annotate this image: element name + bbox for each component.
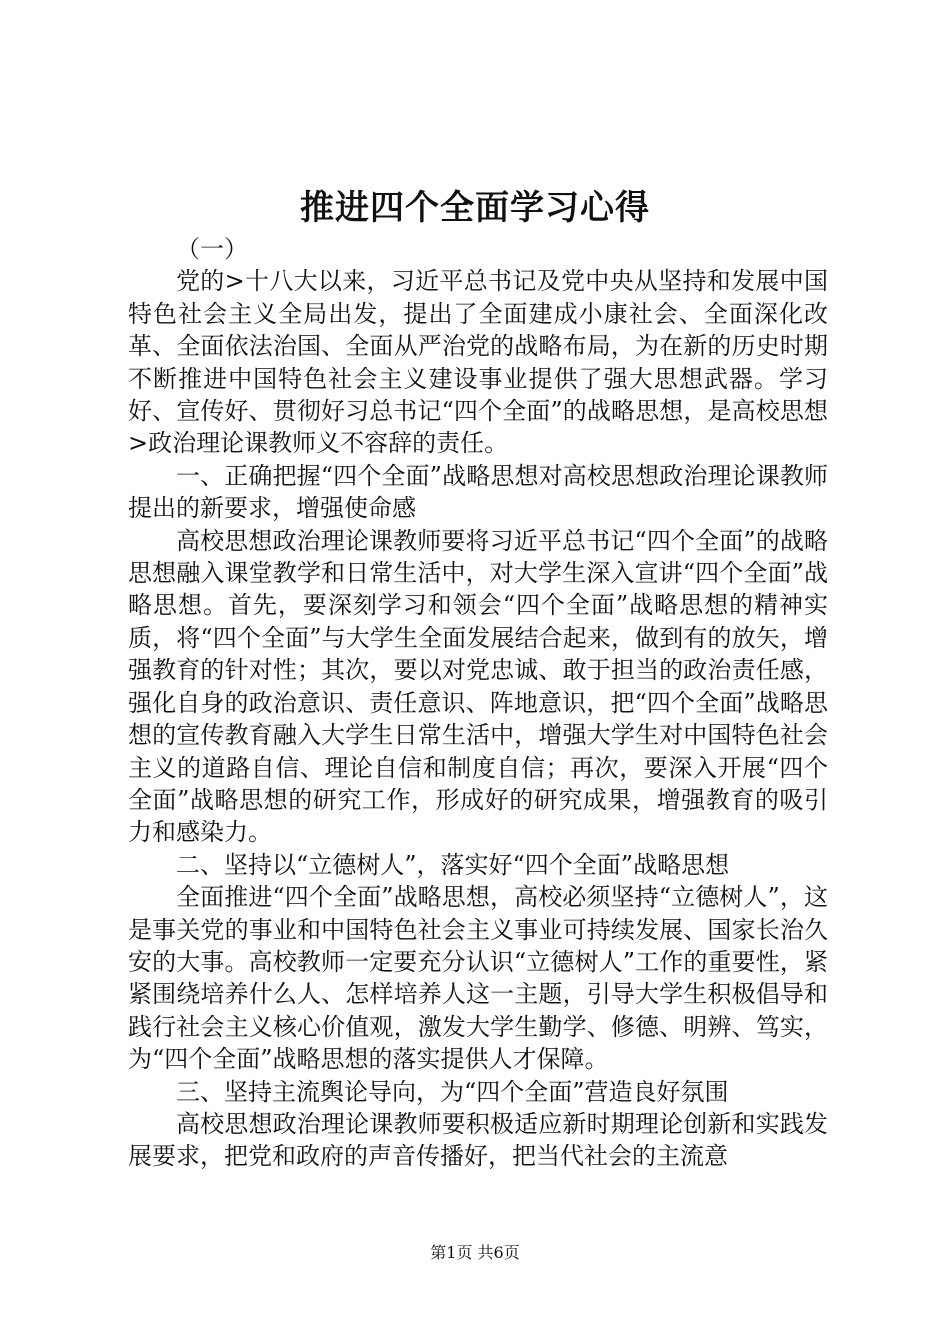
- section-heading-3: 三、坚持主流舆论导向，为“四个全面”营造良好氛围: [176, 1077, 729, 1106]
- document-body: [128, 233, 828, 1173]
- document-title: 推进四个全面学习心得: [300, 188, 650, 228]
- paragraph-section-3: 高校思想政治理论课教师要积极适应新时期理论创新和实践发展要求，把党和政府的声音传播好，把当代社会的主流意: [128, 1109, 828, 1171]
- paragraph-section-2: 全面推进“四个全面”战略思想，高校必须坚持“立德树人”，这是事关党的事业和中国特色社会主义事业可持续发展、国家长治久安的大事。高校教师一定要充分认识“立德树人”工作的重要性，紧紧围绕培养什么人、怎样培养人这一主题，引导大学生积极倡导和践行社会主义核心价值观，激发大学生勤学、修德、明辨、笃实，为“四个全面”战略思想的落实提供人才保障。: [128, 883, 828, 1074]
- page-footer: 第1页 共6页: [430, 1243, 520, 1262]
- section-heading-2: 二、坚持以“立德树人”，落实好“四个全面”战略思想: [176, 850, 730, 879]
- section-heading-1: 一、正确把握“四个全面”战略思想对高校思想政治理论课教师提出的新要求，增强使命感: [128, 461, 828, 523]
- paragraph-section-1: 高校思想政治理论课教师要将习近平总书记“四个全面”的战略思想融入课堂教学和日常生活中，对大学生深入宣讲“四个全面”战略思想。首先，要深刻学习和领会“四个全面”战略思想的精神实质，将“四个全面”与大学生全面发展结合起来，做到有的放矢，增强教育的针对性；其次，要以对党忠诚、敢于担当的政治责任感，强化自身的政治意识、责任意识、阵地意识，把“四个全面”战略思想的宣传教育融入大学生日常生活中，增强大学生对中国特色社会主义的道路自信、理论自信和制度自信；再次，要深入开展“四个全面”战略思想的研究工作，形成好的研究成果，增强教育的吸引力和感染力。: [128, 526, 828, 847]
- section-marker: （一）: [176, 235, 248, 263]
- paragraph-intro: 党的>十八大以来，习近平总书记及党中央从坚持和发展中国特色社会主义全局出发，提出了全面建成小康社会、全面深化改革、全面依法治国、全面从严治党的战略布局，为在新的历史时期不断推进中国特色社会主义建设事业提供了强大思想武器。学习好、宣传好、贯彻好习总书记“四个全面”的战略思想，是高校思想>政治理论课教师义不容辞的责任。: [128, 267, 828, 458]
